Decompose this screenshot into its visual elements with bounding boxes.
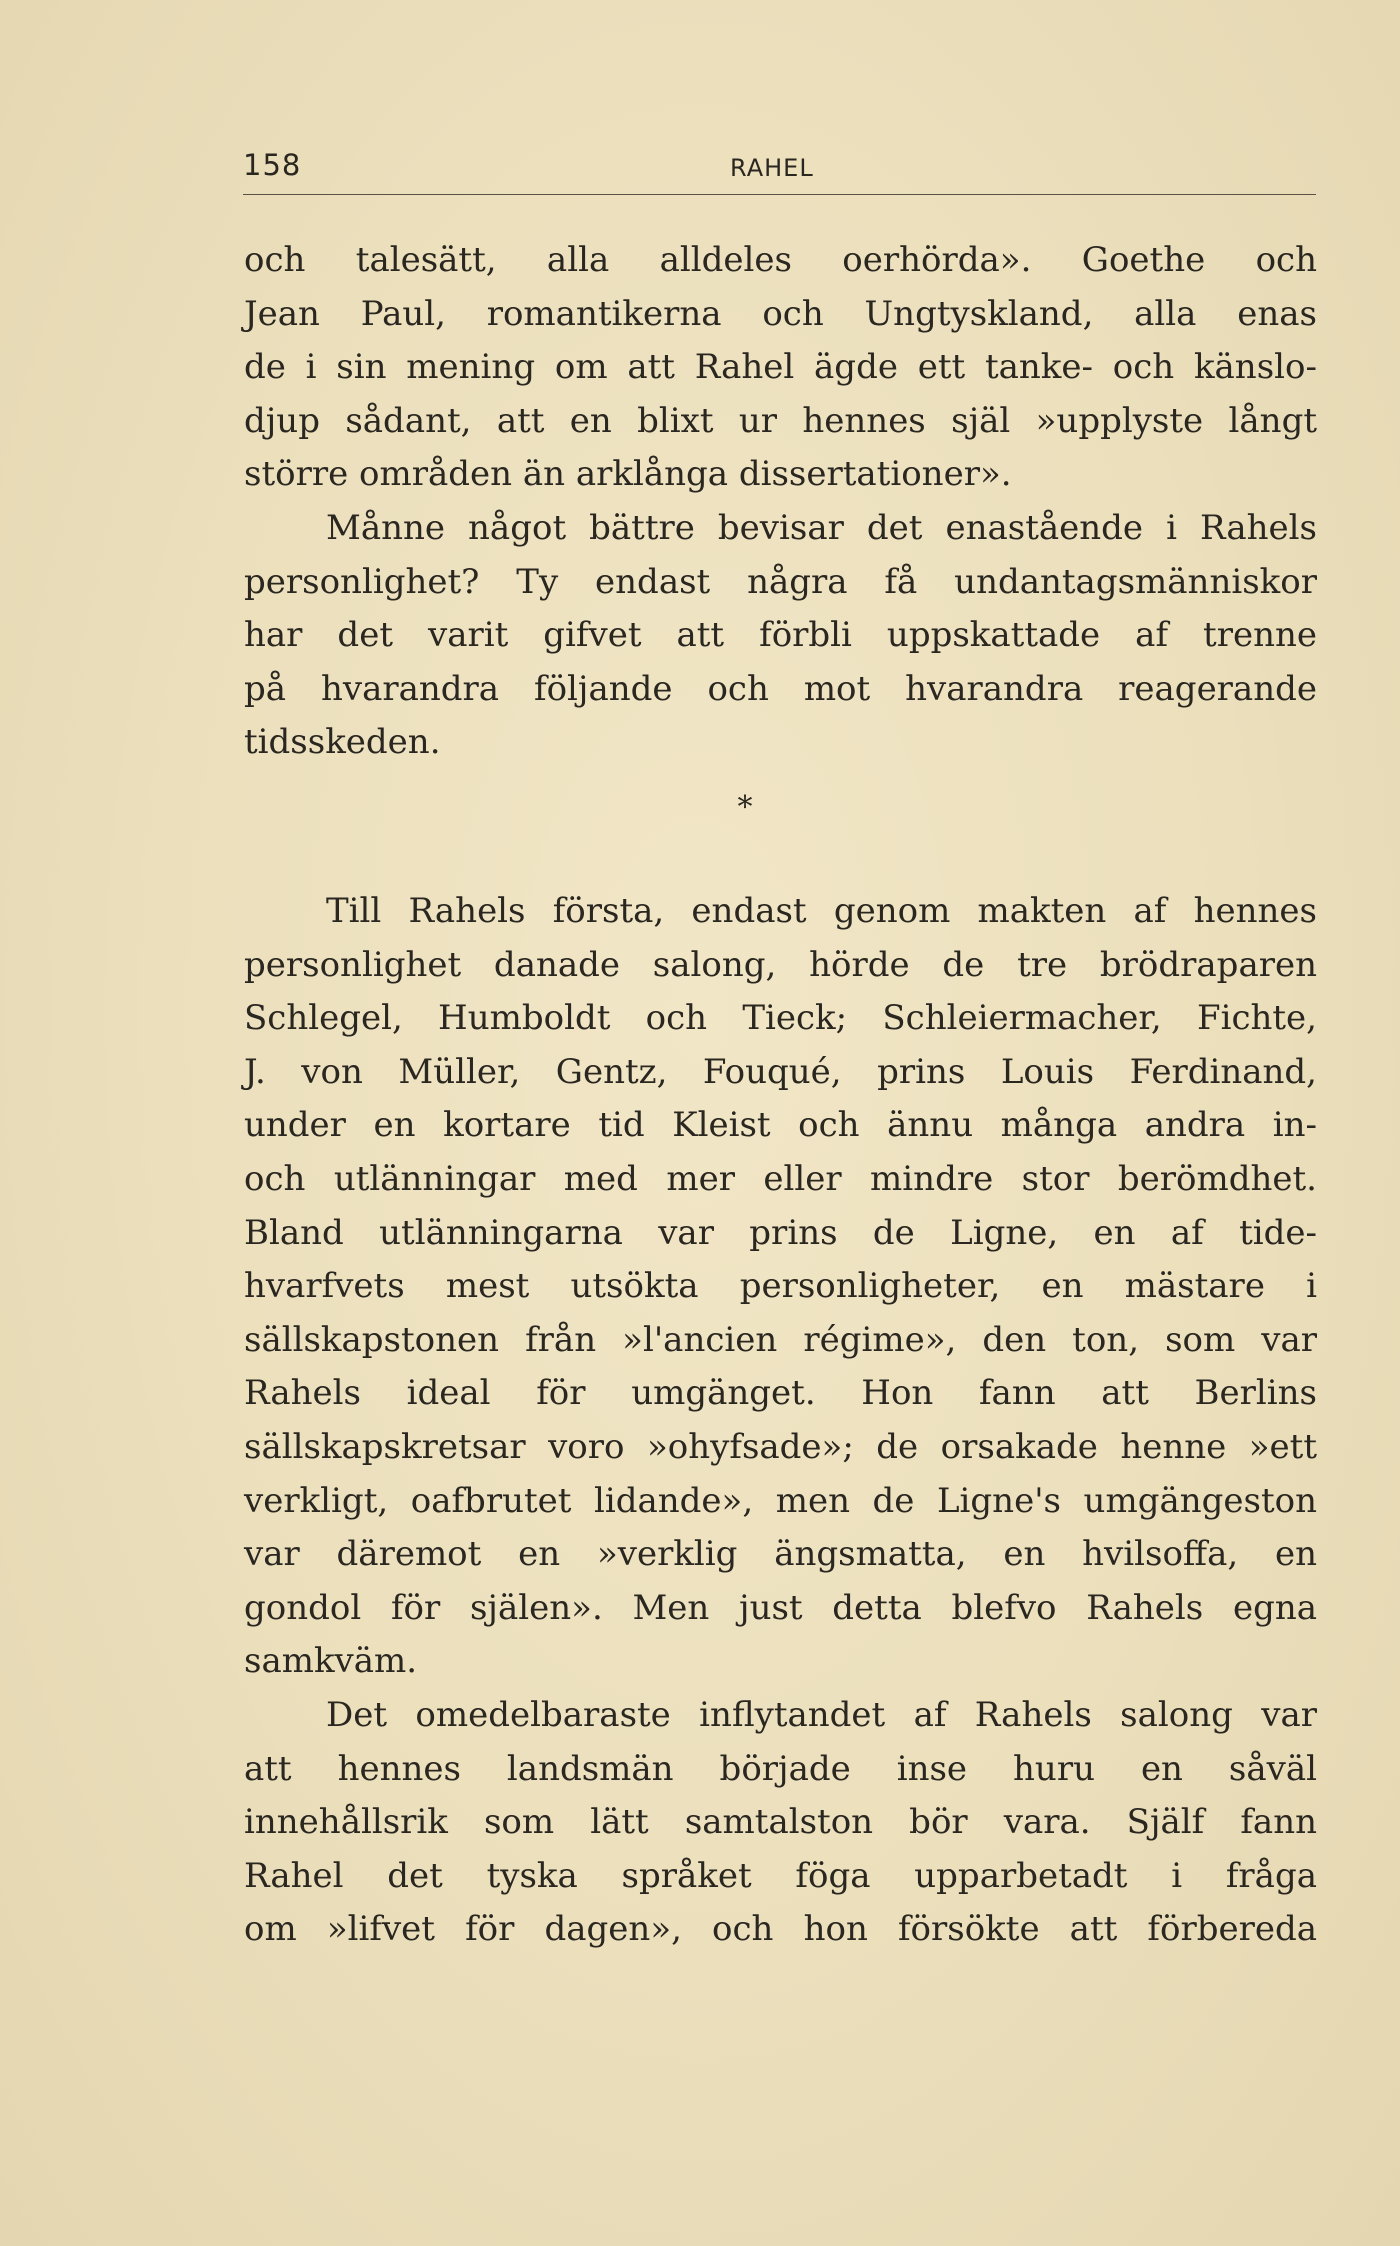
text-line: att hennes landsmän började inse huru en såväl: [244, 1748, 1317, 1789]
text-line: Bland utlänningarna var prins de Ligne, en af tide-: [244, 1212, 1317, 1253]
text-line: verkligt, oafbrutet lidande», men de Ligne's umgängeston: [244, 1480, 1317, 1521]
text-line: hvarfvets mest utsökta personligheter, en mästare i: [244, 1266, 1317, 1307]
text-line: sällskapskretsar voro »ohyfsade»; de orsakade henne »ett: [244, 1426, 1317, 1467]
text-line: och talesätt, alla alldeles oerhörda». Goethe och: [244, 240, 1317, 280]
text-line: djup sådant, att en blixt ur hennes själ »upplyste långt: [244, 400, 1317, 441]
text-line: om »lifvet för dagen», och hon försökte att förbereda: [244, 1909, 1317, 1950]
running-title: RAHEL: [730, 154, 814, 182]
text-line: under en kortare tid Kleist och ännu många andra in-: [244, 1105, 1317, 1146]
text-line: Jean Paul, romantikerna och Ungtyskland, alla enas: [244, 293, 1317, 334]
header-rule: [243, 194, 1316, 195]
text-line: Det omedelbaraste inflytandet af Rahels salong var: [326, 1694, 1317, 1735]
text-line: innehållsrik som lätt samtalston bör vara. Själf fann: [244, 1802, 1317, 1843]
text-line: tidsskeden.: [244, 722, 441, 763]
text-line: gondol för själen». Men just detta blefvo Rahels egna: [244, 1587, 1317, 1628]
text-line: Rahel det tyska språket föga upparbetadt i fråga: [244, 1855, 1317, 1896]
text-line: J. von Müller, Gentz, Fouqué, prins Louis Ferdinand,: [244, 1051, 1317, 1092]
page-header: [243, 148, 1315, 192]
text-line: personlighet? Ty endast några få undantagsmänniskor: [244, 561, 1317, 602]
text-line: på hvarandra följande och mot hvarandra reagerande: [244, 668, 1317, 709]
text-line: Schlegel, Humboldt och Tieck; Schleiermacher, Fichte,: [244, 998, 1317, 1039]
section-1: [244, 234, 1317, 770]
text-line: samkväm.: [244, 1641, 418, 1682]
text-line: har det varit gifvet att förbli uppskattade af trenne: [244, 615, 1317, 656]
section-2: [244, 885, 1317, 1957]
text-line: och utlänningar med mer eller mindre stor berömdhet.: [244, 1158, 1317, 1199]
text-line: Månne något bättre bevisar det enastående i Rahels: [326, 507, 1317, 548]
page-number: 158: [243, 148, 302, 182]
text-line: större områden än arklånga dissertationer».: [244, 454, 1012, 495]
text-line: sällskapstonen från »l'ancien régime», den ton, som var: [244, 1319, 1317, 1360]
text-line: Till Rahels första, endast genom makten af hennes: [326, 891, 1317, 931]
section-divider: *: [737, 790, 753, 825]
text-line: var däremot en »verklig ängsmatta, en hvilsoffa, en: [244, 1534, 1317, 1575]
text-line: Rahels ideal för umgänget. Hon fann att Berlins: [244, 1373, 1317, 1414]
text-line: de i sin mening om att Rahel ägde ett tanke- och känslo-: [244, 347, 1317, 388]
text-line: personlighet danade salong, hörde de tre brödraparen: [244, 944, 1317, 985]
